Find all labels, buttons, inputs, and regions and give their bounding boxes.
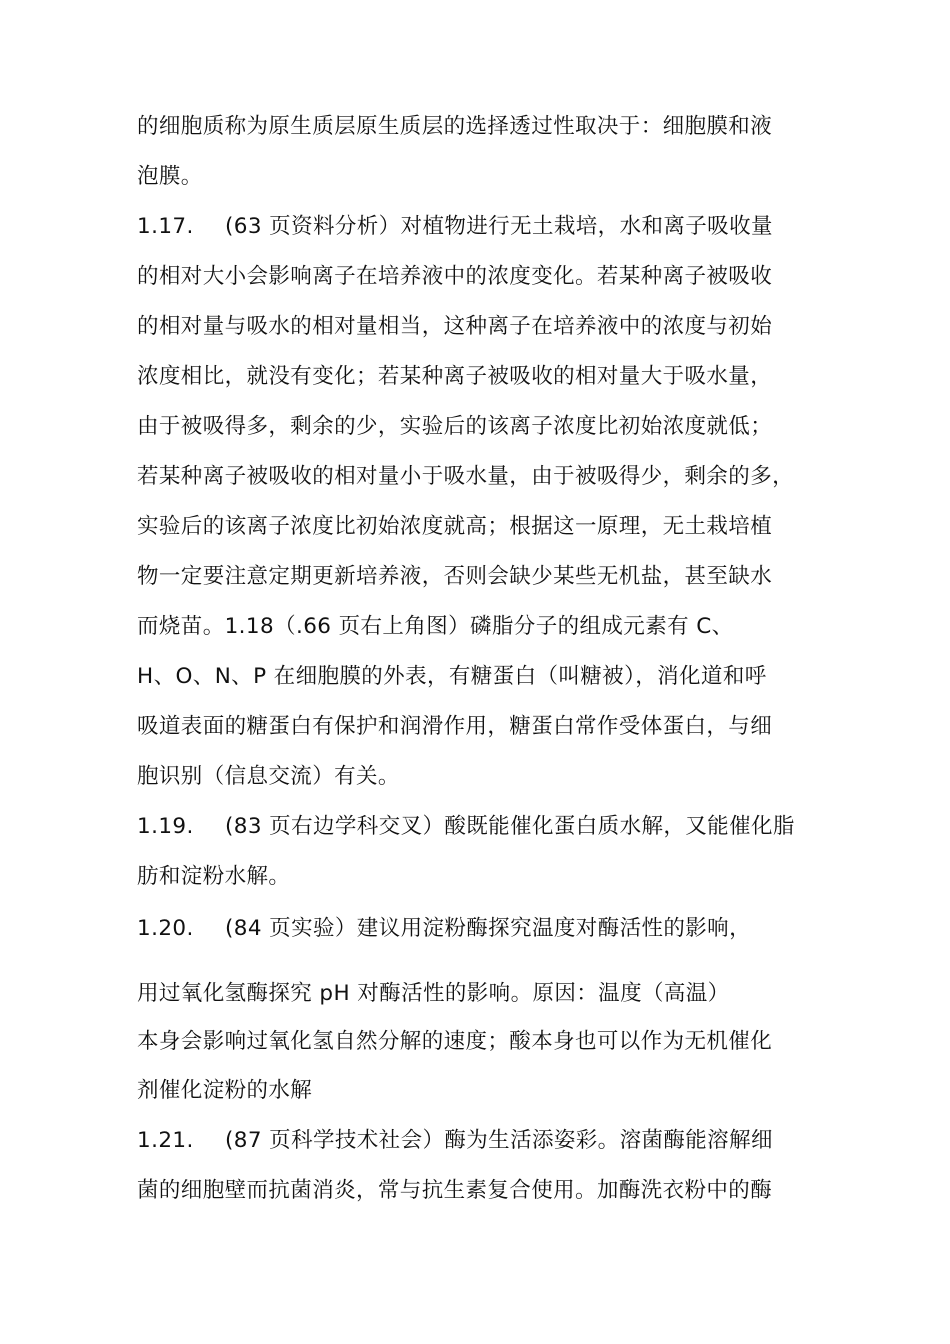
text-line: 实验后的该离子浓度比初始浓度就高；根据这一原理，无土栽培植 bbox=[137, 514, 773, 539]
text-line: (87 页科学技术社会）酶为生活添姿彩。溶菌酶能溶解细 bbox=[225, 1128, 773, 1153]
text-line: 由于被吸得多，剩余的少，实验后的该离子浓度比初始浓度就低； bbox=[137, 414, 773, 439]
text-line: 肪和淀粉水解。 bbox=[137, 864, 291, 889]
numbered-paragraph-1-21 bbox=[137, 1126, 773, 1156]
paragraph-number: 1.20. bbox=[137, 916, 194, 941]
paragraph-number: 1.19. bbox=[137, 814, 194, 839]
paragraph-number: 1.17. bbox=[137, 214, 194, 239]
text-line: 菌的细胞壁而抗菌消炎，常与抗生素复合使用。加酶洗衣粉中的酶 bbox=[137, 1178, 773, 1203]
text-line: 物一定要注意定期更新培养液，否则会缺少某些无机盐，甚至缺水 bbox=[137, 564, 773, 589]
text-line: 的相对量与吸水的相对量相当，这种离子在培养液中的浓度与初始 bbox=[137, 314, 773, 339]
text-line: 胞识别（信息交流）有关。 bbox=[137, 764, 400, 789]
text-line: 泡膜。 bbox=[137, 164, 203, 189]
text-line: H、O、N、P 在细胞膜的外表，有糖蛋白（叫糖被），消化道和呼 bbox=[137, 664, 767, 689]
text-line: 剂催化淀粉的水解 bbox=[137, 1078, 313, 1103]
text-line: 本身会影响过氧化氢自然分解的速度；酸本身也可以作为无机催化 bbox=[137, 1029, 773, 1054]
text-line: 吸道表面的糖蛋白有保护和润滑作用，糖蛋白常作受体蛋白，与细 bbox=[137, 714, 773, 739]
text-line: 的相对大小会影响离子在培养液中的浓度变化。若某种离子被吸收 bbox=[137, 264, 773, 289]
text-line: 的细胞质称为原生质层原生质层的选择透过性取决于：细胞膜和液 bbox=[137, 114, 773, 139]
numbered-paragraph-1-19 bbox=[137, 812, 795, 842]
paragraph-number: 1.21. bbox=[137, 1128, 194, 1153]
text-line: 而烧苗。1.18（.66 页右上角图）磷脂分子的组成元素有 C、 bbox=[137, 614, 734, 639]
text-line: 用过氧化氢酶探究 pH 对酶活性的影响。原因：温度（高温） bbox=[137, 981, 730, 1006]
text-line: (83 页右边学科交叉）酸既能催化蛋白质水解，又能催化脂 bbox=[225, 814, 795, 839]
numbered-paragraph-1-20 bbox=[137, 914, 751, 944]
text-line: 若某种离子被吸收的相对量小于吸水量，由于被吸得少，剩余的多， bbox=[137, 464, 795, 489]
text-line: 浓度相比，就没有变化；若某种离子被吸收的相对量大于吸水量， bbox=[137, 364, 773, 389]
text-line: (63 页资料分析）对植物进行无土栽培，水和离子吸收量 bbox=[225, 214, 773, 239]
text-line: (84 页实验）建议用淀粉酶探究温度对酶活性的影响， bbox=[225, 916, 751, 941]
numbered-paragraph-1-17 bbox=[137, 212, 773, 242]
